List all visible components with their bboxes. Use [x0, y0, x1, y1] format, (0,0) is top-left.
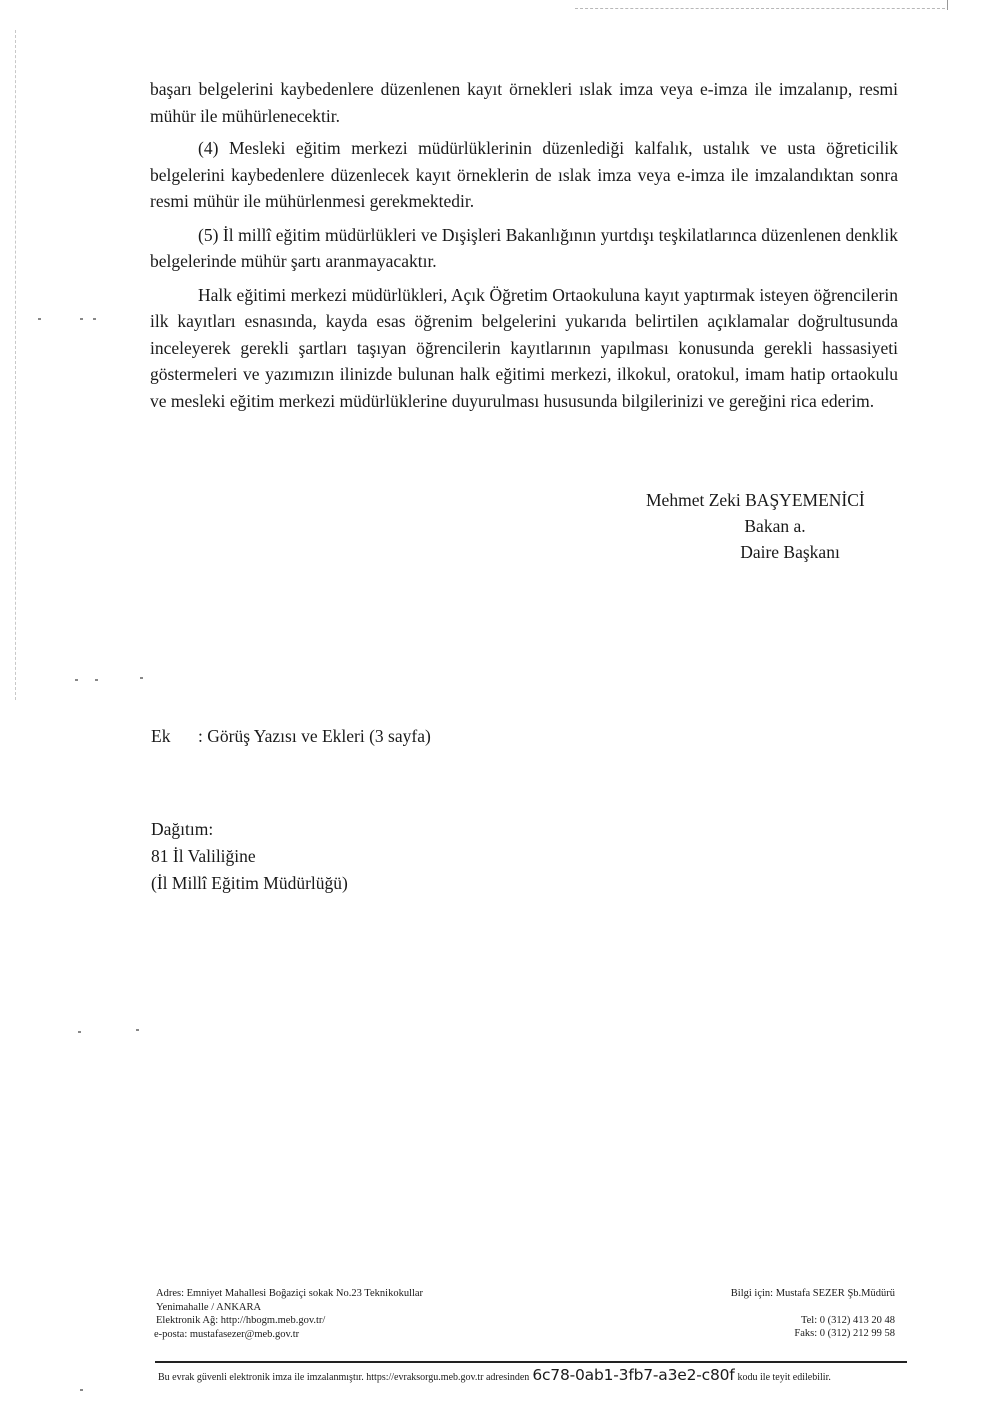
- distribution-recipient-note: (İl Millî Eğitim Müdürlüğü): [151, 873, 348, 893]
- signature-block: [640, 487, 910, 565]
- scan-artifact-mark: [947, 0, 948, 10]
- attachment-line: [151, 726, 431, 747]
- verification-code: 6c78-0ab1-3fb7-a3e2-c80f: [532, 1366, 735, 1384]
- verification-suffix: kodu ile teyit edilebilir.: [737, 1372, 831, 1383]
- paragraph-item-5: (5) İl millî eğitim müdürlükleri ve Dışişleri Bakanlığının yurtdışı teşkilatlarınca düzenlenen denklik belgelerinde mühür şartı aranmayacaktır.: [150, 224, 898, 271]
- signatory-name: Mehmet Zeki BAŞYEMENİCİ: [646, 490, 865, 510]
- distribution-block: [151, 816, 348, 897]
- paragraph-continuation: başarı belgelerini kaybedenlere düzenlenen kayıt örnekleri ıslak imza veya e-imza ile imzalanıp, resmi mühür ile mühürlenecektir.: [150, 79, 898, 126]
- distribution-recipient: 81 İl Valiliğine: [151, 846, 256, 866]
- footer-web-link[interactable]: Elektronik Ağ: http://hbogm.meb.gov.tr/: [156, 1315, 326, 1326]
- scan-speck: [95, 679, 98, 681]
- paragraph-request: Halk eğitimi merkezi müdürlükleri, Açık Öğretim Ortaokuluna kayıt yaptırmak isteyen öğrencilerin ilk kayıtları esnasında, kayda esas öğrenim belgelerini yukarıda belirtilen açıklamalar doğrultusunda inceleyerek gerekli şartları taşıyan öğrencilerin kayıtlarının yapılması konusunda gerekli hassasiyeti göstermeleri ve yazımızın ilinizde bulunan halk eğitimi merkezi, ilkokul, oratokul, imam hatip ortaokulu ve mesleki eğitim merkezi müdürlüklerine duyurulması hususunda bilgilerinizi ve gereğini rica ederim.: [150, 284, 898, 411]
- signatory-on-behalf: Bakan a.: [744, 516, 806, 536]
- footer-contact-left: [156, 1287, 423, 1341]
- scan-speck: [38, 318, 41, 320]
- scan-artifact-top-line: [575, 8, 945, 9]
- signatory-title: Daire Başkanı: [740, 542, 840, 562]
- verification-line: [158, 1366, 831, 1384]
- scan-speck: [78, 1031, 81, 1033]
- attachment-label: Ek: [151, 726, 171, 746]
- letter-body: [150, 76, 898, 421]
- scan-speck: [80, 318, 83, 320]
- footer-info-contact: Bilgi için: Mustafa SEZER Şb.Müdürü: [730, 1288, 895, 1299]
- footer-address-city: Yenimahalle / ANKARA: [156, 1301, 262, 1313]
- scan-speck: [140, 677, 143, 679]
- footer-tel: Tel: 0 (312) 413 20 48: [800, 1314, 895, 1326]
- footer-fax: Faks: 0 (312) 212 99 58: [794, 1328, 895, 1339]
- paragraph-item-4: (4) Mesleki eğitim merkezi müdürlüklerinin düzenlediği kalfalık, ustalık ve usta öğreticilik belgelerini kaybedenlere düzenlecek kayıt örneklerin de ıslak imza veya e-imza ile imzalandıktan sonra resmi mühür ile mühürlenmesi gerekmektedir.: [150, 138, 898, 211]
- scan-speck: [136, 1029, 139, 1031]
- footer-email-link[interactable]: e-posta: mustafasezer@meb.gov.tr: [154, 1328, 300, 1340]
- verification-prefix: Bu evrak güvenli elektronik imza ile imzalanmıştır. https://evraksorgu.meb.gov.tr adresinden: [158, 1372, 530, 1383]
- footer-divider: [155, 1361, 907, 1363]
- footer-contact-right: [660, 1287, 895, 1341]
- scan-speck: [75, 679, 78, 681]
- footer-address: Adres: Emniyet Mahallesi Boğaziçi sokak No.23 Teknikokullar: [156, 1288, 424, 1299]
- scan-artifact-left-line: [15, 30, 16, 700]
- scan-speck: [93, 318, 96, 320]
- attachment-text: : Görüş Yazısı ve Ekleri (3 sayfa): [198, 726, 431, 746]
- scan-speck: [80, 1389, 83, 1391]
- distribution-heading: Dağıtım:: [151, 819, 214, 839]
